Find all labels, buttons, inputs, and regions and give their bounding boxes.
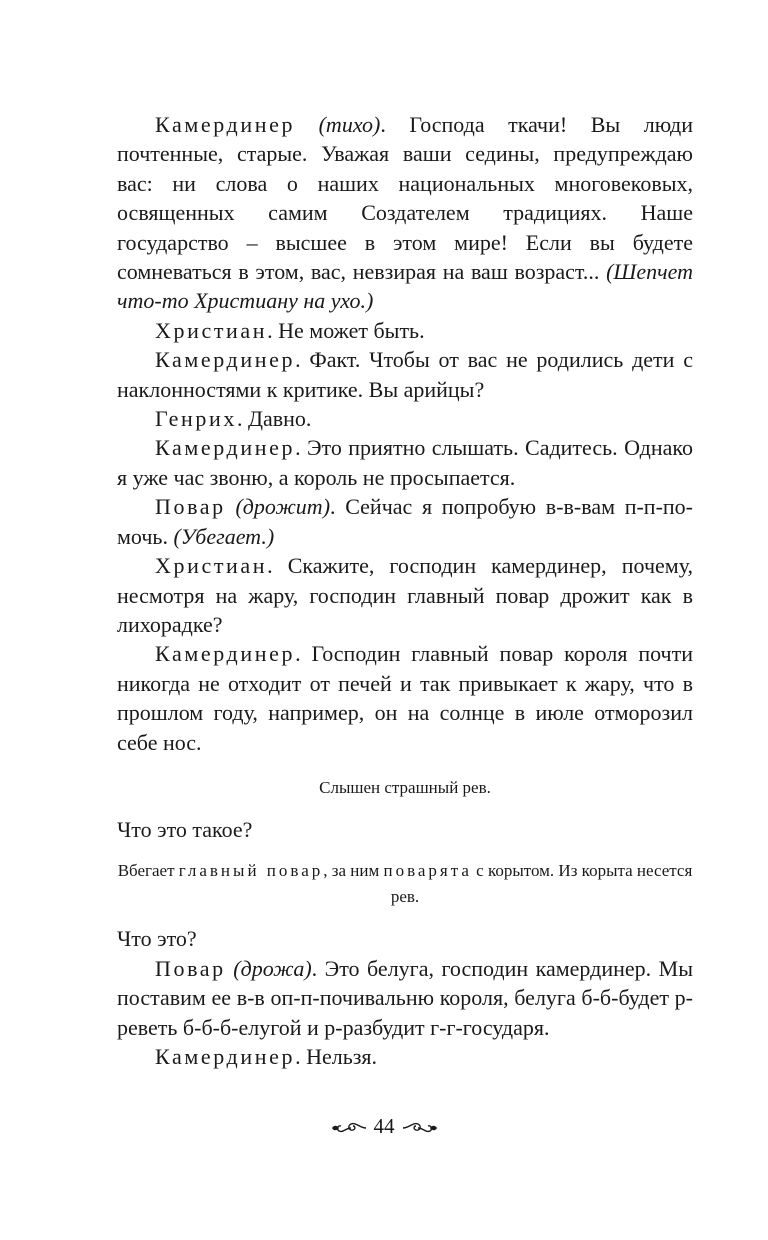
text-run: . Господин главный повар короля почти никогда не отходит от печей и так привыкает к жару, что в прошлом году, например, он на солнце в июле отморозил себе нос.	[117, 641, 693, 755]
text-run: . Сейчас я попробую в-в-вам п-п-по-мочь.	[117, 494, 693, 549]
stage-direction: (дрожит)	[235, 494, 331, 520]
paragraph	[117, 433, 693, 492]
paragraph	[117, 1042, 693, 1071]
character-name: главный повар	[178, 861, 324, 881]
speaker-name: Повар	[155, 955, 226, 981]
text-run: . Скажите, господин камердинер, почему, несмотря на жару, господин главный повар дрожит как в лихорадке?	[117, 553, 693, 637]
text-run: . Это белуга, господин камердинер. Мы поставим ее в-в оп-п-почивальню короля, белуга б-б-будет р-реветь б-б-б-елугой и р-разбудит г-г-государя.	[117, 955, 693, 1040]
paragraph-continued	[117, 924, 693, 953]
spacer	[117, 757, 693, 775]
spacer	[117, 844, 693, 858]
text-run: . Не может быть.	[267, 317, 425, 343]
text-run: Вбегает	[117, 861, 179, 881]
ornament-right-icon	[401, 1118, 439, 1138]
text-run: Слышен страшный рев.	[319, 777, 491, 797]
stage-direction: (Убегает.)	[173, 523, 275, 549]
page-text	[117, 110, 693, 1071]
page-footer	[0, 1112, 768, 1140]
paragraph	[117, 316, 693, 345]
spacer	[117, 801, 693, 815]
stage-note	[117, 858, 693, 910]
character-name: поварята	[383, 861, 472, 881]
text-run: Что это такое?	[117, 816, 253, 842]
speaker-name: Христиан	[155, 553, 268, 579]
paragraph-continued	[117, 815, 693, 844]
text-run: . Давно.	[236, 406, 312, 432]
stage-direction: (дрожа)	[233, 955, 312, 981]
speaker-name: Камердинер	[155, 1043, 296, 1069]
paragraph	[117, 492, 693, 551]
stage-direction: (тихо)	[318, 112, 381, 137]
speaker-name: Генрих	[155, 406, 237, 432]
speaker-name: Повар	[155, 494, 226, 520]
text-run: с корытом. Из корыта несется рев.	[390, 861, 693, 907]
text-run: Что это?	[117, 926, 197, 952]
ornament-left-icon	[330, 1118, 368, 1138]
speaker-name: Камердинер	[155, 112, 296, 137]
stage-note	[117, 775, 693, 801]
text-run: . Нельзя.	[295, 1043, 378, 1069]
text-run: . Это приятно слышать. Садитесь. Однако я уже час звоню, а король не просыпается.	[117, 435, 693, 490]
speaker-name: Христиан	[155, 317, 268, 343]
speaker-name: Камердинер	[155, 641, 296, 667]
text-run: , за ним	[323, 861, 384, 881]
stage-direction: (Шепчет что-то Христиану на ухо.)	[117, 259, 693, 314]
speaker-name: Камердинер	[155, 435, 296, 461]
paragraph	[117, 954, 693, 1042]
text-run	[295, 112, 319, 137]
paragraph	[117, 639, 693, 757]
spacer	[117, 910, 693, 924]
paragraph	[117, 110, 693, 316]
page-number: 44	[373, 1114, 395, 1138]
text-run: . Факт. Чтобы от вас не родились дети с наклонностями к критике. Вы арийцы?	[117, 347, 693, 402]
speaker-name: Камердинер	[155, 347, 296, 373]
text-run	[226, 494, 236, 519]
paragraph	[117, 404, 693, 433]
text-run: . Господа ткачи! Вы люди почтенные, старые. Уважая ваши седины, предупреждаю вас: ни слова о наших национальных многовековых, освященных самим Создателем традициях. Наше государство – высшее в этом мире! Если вы будете сомневаться в этом, вас, невзирая на ваш возраст...	[117, 112, 693, 285]
paragraph	[117, 551, 693, 639]
paragraph	[117, 345, 693, 404]
